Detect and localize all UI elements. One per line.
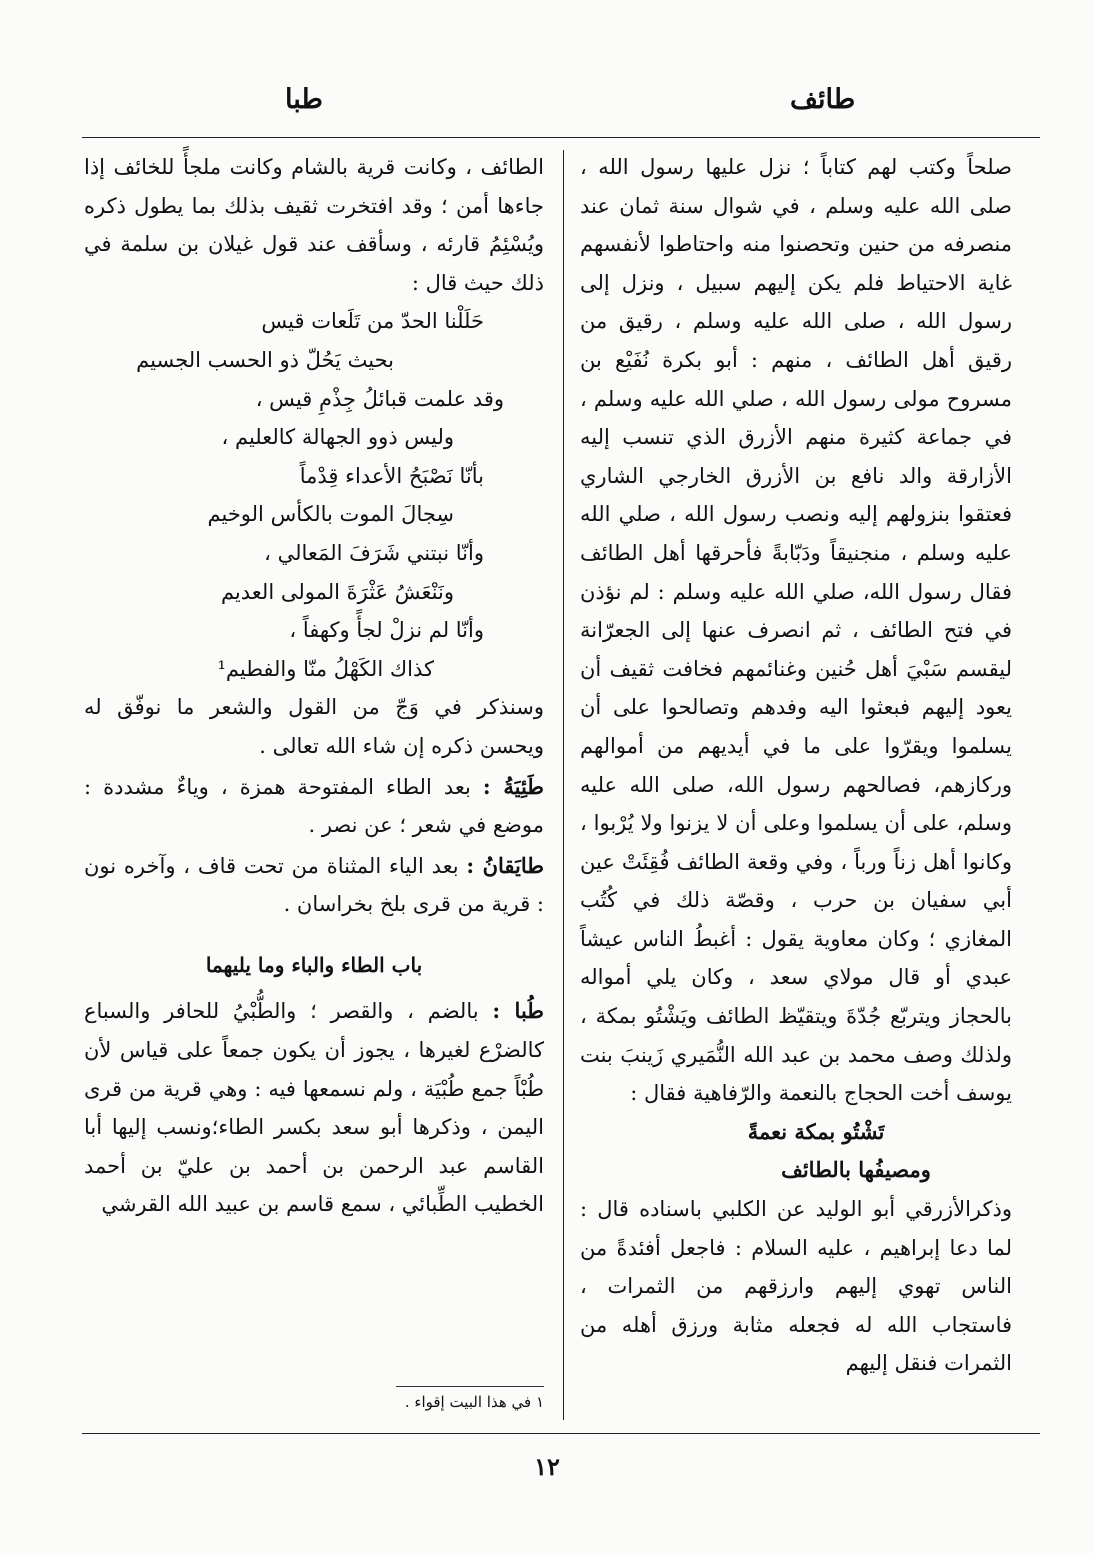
chapter-title: باب الطاء والباء وما يليهما [205, 952, 423, 977]
entry-body: بالضم ، والقصر ؛ والطُّبْيُ للحافر والسباع كالضرْع لغيرها ، يجوز أن يكون جمعاً على قياس لأن طُبْاً جمع طُبْيَة ، ولم نسمعها فيه : وهي قرية من قرى اليمن ، وذكرها أبو سعد بكسر الطاء؛ونسب إليها أبا القاسم عبد الرحمن بن أحمد بن عليّ بن أحمد الخطيب الطِّبائي ، سمع قاسم بن عبيد الله القرشي [84, 999, 544, 1217]
column-divider [563, 150, 564, 1420]
right-column [580, 148, 1012, 1383]
poem-line: وليس ذوو الجهالة كالعليم ، [221, 425, 454, 450]
poem-line: حَلَلْنا الحدّ من تَلَعات قيس [261, 309, 484, 334]
poem-line: وأنّا لم نزلْ لجأً وكهفاً ، [289, 618, 484, 643]
page-number: ١٢ [534, 1452, 560, 1481]
poem-line: وأنّا نبتني شَرَفَ المَعالي ، [264, 540, 484, 565]
header-right-title: طائف [790, 84, 856, 115]
entry-taiyah [84, 768, 544, 845]
verse-line-2: ومصيفُها بالطائف [781, 1157, 931, 1183]
poem-line: بأنّا نَصْبَحُ الأعداء قِدْماً [299, 463, 484, 488]
entry-body: بعد الطاء المفتوحة همزة ، وياءٌ مشددة : موضع في شعر ؛ عن نصر . [84, 774, 544, 838]
entry-tuba [84, 992, 544, 1224]
entry-body: بعد الياء المثناة من تحت قاف ، وآخره نون : قرية من قرى بلخ بخراسان . [84, 853, 544, 917]
poem-line: وقد علمت قبائلُ جِذْمِ قيس ، [255, 386, 504, 411]
header-left-title: طبا [285, 84, 323, 115]
poem-line: ونَنْعَشُ عَثْرَةَ المولى العديم [220, 579, 454, 604]
left-paragraph-2: وسنذكر في وَجّ من القول والشعر ما نوفّق له ويحسن ذكره إن شاء الله تعالى . [84, 695, 544, 758]
footnote: ١ في هذا البيت إقواء . [404, 1393, 544, 1411]
entry-headword: طَئِيَةُ : [482, 773, 544, 799]
left-column [84, 148, 544, 1224]
poem-line: سِجالَ الموت بالكأس الوخيم [207, 502, 454, 527]
verse-line-1: تَشْتُو بمكة نعمةً [747, 1118, 885, 1144]
entry-headword: طُبا : [492, 998, 545, 1024]
right-paragraph: صلحاً وكتب لهم كتاباً ؛ نزل عليها رسول الله ، صلى الله عليه وسلم ، في شوال سنة ثمان عند منصرفه من حنين وتحصنوا منه واحتاطوا لأنفسهم غاية الاحتياط فلم يكن إليهم سبيل ، ونزل إلى رسول الله ، صلى الله عليه وسلم ، رقيق من رقيق أهل الطائف ، منهم : أبو بكرة نُفَيْع بن مسروح مولى رسول الله ، صلي الله عليه وسلم ، في جماعة كثيرة منهم الأزرق الذي تنسب إليه الأزارقة والد نافع بن الأزرق الخارجي الشاري فعتقوا بنزولهم إليه ونصب رسول الله ، صلي الله عليه وسلم ، منجنيقاً ودَبّابةً فأحرقها أهل الطائف فقال رسول الله، صلي الله عليه وسلم : لم نؤذن في فتح الطائف ، ثم انصرف عنها إلى الجعرّانة ليقسم سَبْيَ أهل حُنين وغنائمهم فخافت ثقيف أن يعود إليهم فبعثوا اليه وفدهم وتصالحوا على أن يسلموا ويقرّوا على ما في أيديهم من أموالهم وركازهم، فصالحهم رسول الله، صلى الله عليه وسلم، على أن يسلموا وعلى أن لا يزنوا ولا يُرْبوا ، وكانوا أهل زناً ورباً ، وفي وقعة الطائف فُقِئَتْ عين أبي سفيان بن حرب ، وقصّة ذلك في كُتُب المغازي ؛ وكان معاوية يقول : أغبطُ الناس عيشاً عبدي أو قال مولاي سعد ، وكان يلي أمواله بالحجاز ويتربّع جُدّةَ ويتقيّظ الطائف ويَشْتُو بمكة ، ولذلك وصف محمد بن عبد الله النُّمَيري زَينبَ بنت يوسف أخت الحجاج بالنعمة والرّفاهية فقال : [580, 155, 1012, 1106]
right-paragraph-2: وذكرالأزرقي أبو الوليد عن الكلبي باسناده قال : لما دعا إبراهيم ، عليه السلام : فاجعل أفئدةً من الناس تهوي إليهم وارزقهم من الثمرات ، فاستجاب الله له فجعله مثابة ورزق أهله من الثمرات فنقل إليهم [580, 1197, 1013, 1376]
entry-tayaqan [84, 847, 544, 924]
poem-line: كذاك الكَهْلُ منّا والفطيم¹ [217, 656, 434, 681]
footer-rule [82, 1433, 1040, 1434]
entry-headword: طايَقانُ : [466, 852, 544, 878]
header-rule [82, 137, 1040, 138]
left-paragraph: الطائف ، وكانت قرية بالشام وكانت ملجأً للخائف إذا جاءها أمن ؛ وقد افتخرت ثقيف بذلك بما يطول ذكره ويُسْئِمُ قارئه ، وسأقف عند قول غيلان بن سلمة في ذلك حيث قال : [84, 155, 544, 295]
poem-line: بحيث يَحُلّ ذو الحسب الجسيم [136, 347, 394, 372]
footnote-rule [396, 1386, 544, 1387]
poem [84, 302, 544, 688]
